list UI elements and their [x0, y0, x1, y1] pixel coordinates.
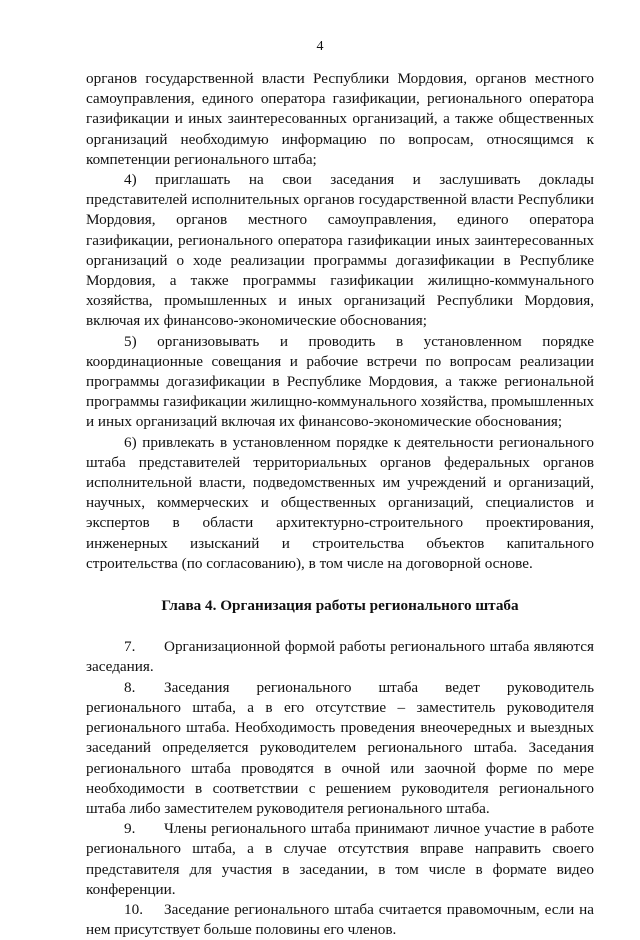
- clause-text: Заседания регионального штаба ведет руководитель регионального штаба, а в его отсутствие – заместитель руководителя регионального штаба. Необходимость проведения внеочередных и выездных заседаний определяется руководителем регионального штаба. Заседания регионального штаба проводятся в очной или заочной форме по мере необходимости в соответствии с решением руководителя регионального штаба либо заместителем руководителя регионального штаба.: [86, 678, 594, 817]
- clause-8: [86, 678, 594, 819]
- clause-7: [86, 637, 594, 677]
- chapter-heading: Глава 4. Организация работы регионального штаба: [161, 597, 519, 615]
- clause-number: 9.: [124, 820, 136, 838]
- clause-text: Члены регионального штаба принимают личное участие в работе регионального штаба, а в случае отсутствия вправе направить своего представителя для участия в заседании, в том числе в формате видео конференции.: [86, 820, 594, 898]
- paragraph-continuation: органов государственной власти Республики Мордовия, органов местного самоуправления, единого оператора газификации, регионального оператора газификации и иных заинтересованных организаций, а также общественных организаций необходимую информацию по вопросам, относящимся к компетенции регионального штаба;: [86, 70, 594, 168]
- clause-9: [86, 819, 594, 900]
- clause-text: Заседание регионального штаба считается правомочным, если на нем присутствует больше половины его членов.: [86, 900, 594, 939]
- paragraph-item-4: 4) приглашать на свои заседания и заслушивать доклады представителей исполнительных органов государственной власти Республики Мордовия, органов местного самоуправления, единого оператора газификации, регионального оператора газификации иных заинтересованных организаций о ходе реализации программы догазификации в Республике Мордовия, а также программы газификации жилищно-коммунального хозяйства, промышленных и иных организаций Республики Мордовия, включая их финансово-экономические обоснования;: [86, 171, 594, 330]
- clause-number: 8.: [124, 678, 136, 696]
- document-body: [86, 69, 594, 940]
- clause-text: Организационной формой работы регионального штаба являются заседания.: [86, 638, 594, 676]
- clause-10: [86, 900, 594, 940]
- paragraph-item-6: 6) привлекать в установленном порядке к деятельности регионального штаба представителей территориальных органов федеральных органов исполнительной власти, подведомственных им учреждений и организаций, научных, коммерческих и общественных организаций, специалистов и экспертов в области архитектурно-строительного проектирования, инженерных изысканий и строительства объектов капитального строительства (по согласованию), в том числе на договорной основе.: [86, 433, 594, 572]
- page-number: 4: [316, 39, 324, 54]
- paragraph-item-5: 5) организовывать и проводить в установленном порядке координационные совещания и рабочие встречи по вопросам реализации программы догазификации в Республике Мордовия, а также региональной программы газификации жилищно-коммунального хозяйства, промышленных и иных организаций включая их финансово-экономические обоснования;: [86, 332, 594, 431]
- clause-number: 7.: [124, 638, 136, 656]
- clause-number: 10.: [124, 900, 143, 918]
